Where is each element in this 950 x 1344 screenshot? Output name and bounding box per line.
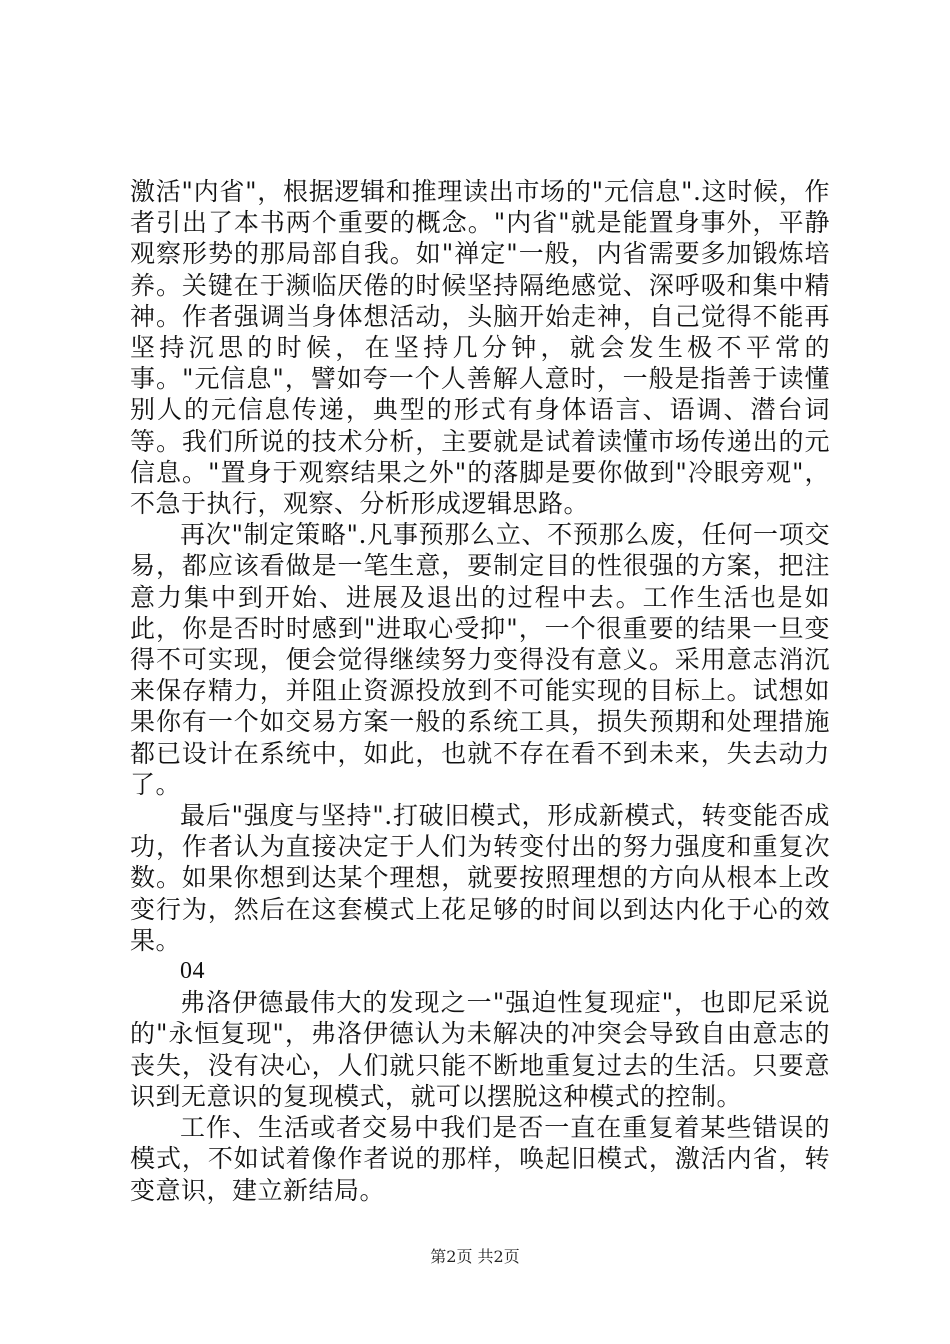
section-number: 04 <box>180 958 205 985</box>
document-body <box>130 176 830 1206</box>
paragraph-freud: 弗洛伊德最伟大的发现之一"强迫性复现症"，也即尼采说的"永恒复现"，弗洛伊德认为未解决的冲突会导致自由意志的丧失，没有决心，人们就只能不断地重复过去的生活。只要意识到无意识的复现模式，就可以摆脱这种模式的控制。 <box>130 988 830 1111</box>
page-footer: 第2页 共2页 <box>430 1247 520 1266</box>
paragraph-intensity: 最后"强度与坚持".打破旧模式，形成新模式，转变能否成功，作者认为直接决定于人们为转变付出的努力强度和重复次数。如果你想到达某个理想，就要按照理想的方向从根本上改变行为，然后在这套模式上花足够的时间以到达内化于心的效果。 <box>130 801 830 955</box>
paragraph-conclusion: 工作、生活或者交易中我们是否一直在重复着某些错误的模式，不如试着像作者说的那样，唤起旧模式，激活内省，转变意识，建立新结局。 <box>130 1113 830 1205</box>
paragraph-meta-information: 激活"内省"，根据逻辑和推理读出市场的"元信息".这时候，作者引出了本书两个重要的概念。"内省"就是能置身事外，平静观察形势的那局部自我。如"禅定"一般，内省需要多加锻炼培养。关键在于濒临厌倦的时候坚持隔绝感觉、深呼吸和集中精神。作者强调当身体想活动，头脑开始走神，自己觉得不能再坚持沉思的时候，在坚持几分钟，就会发生极不平常的事。"元信息"，譬如夸一个人善解人意时，一般是指善于读懂别人的元信息传递，典型的形式有身体语言、语调、潜台词等。我们所说的技术分析，主要就是试着读懂市场传递出的元信息。"置身于观察结果之外"的落脚是要你做到"冷眼旁观"，不急于执行，观察、分析形成逻辑思路。 <box>130 177 830 519</box>
paragraph-strategy: 再次"制定策略".凡事预那么立、不预那么废，任何一项交易，都应该看做是一笔生意，要制定目的性很强的方案，把注意力集中到开始、进展及退出的过程中去。工作生活也是如此，你是否时时感到"进取心受抑"，一个很重要的结果一旦变得不可实现，便会觉得继续努力变得没有意义。采用意志消沉来保存精力，并阻止资源投放到不可能实现的目标上。试想如果你有一个如交易方案一般的系统工具，损失预期和处理措施都已设计在系统中，如此，也就不存在看不到未来，失去动力了。 <box>130 520 830 799</box>
